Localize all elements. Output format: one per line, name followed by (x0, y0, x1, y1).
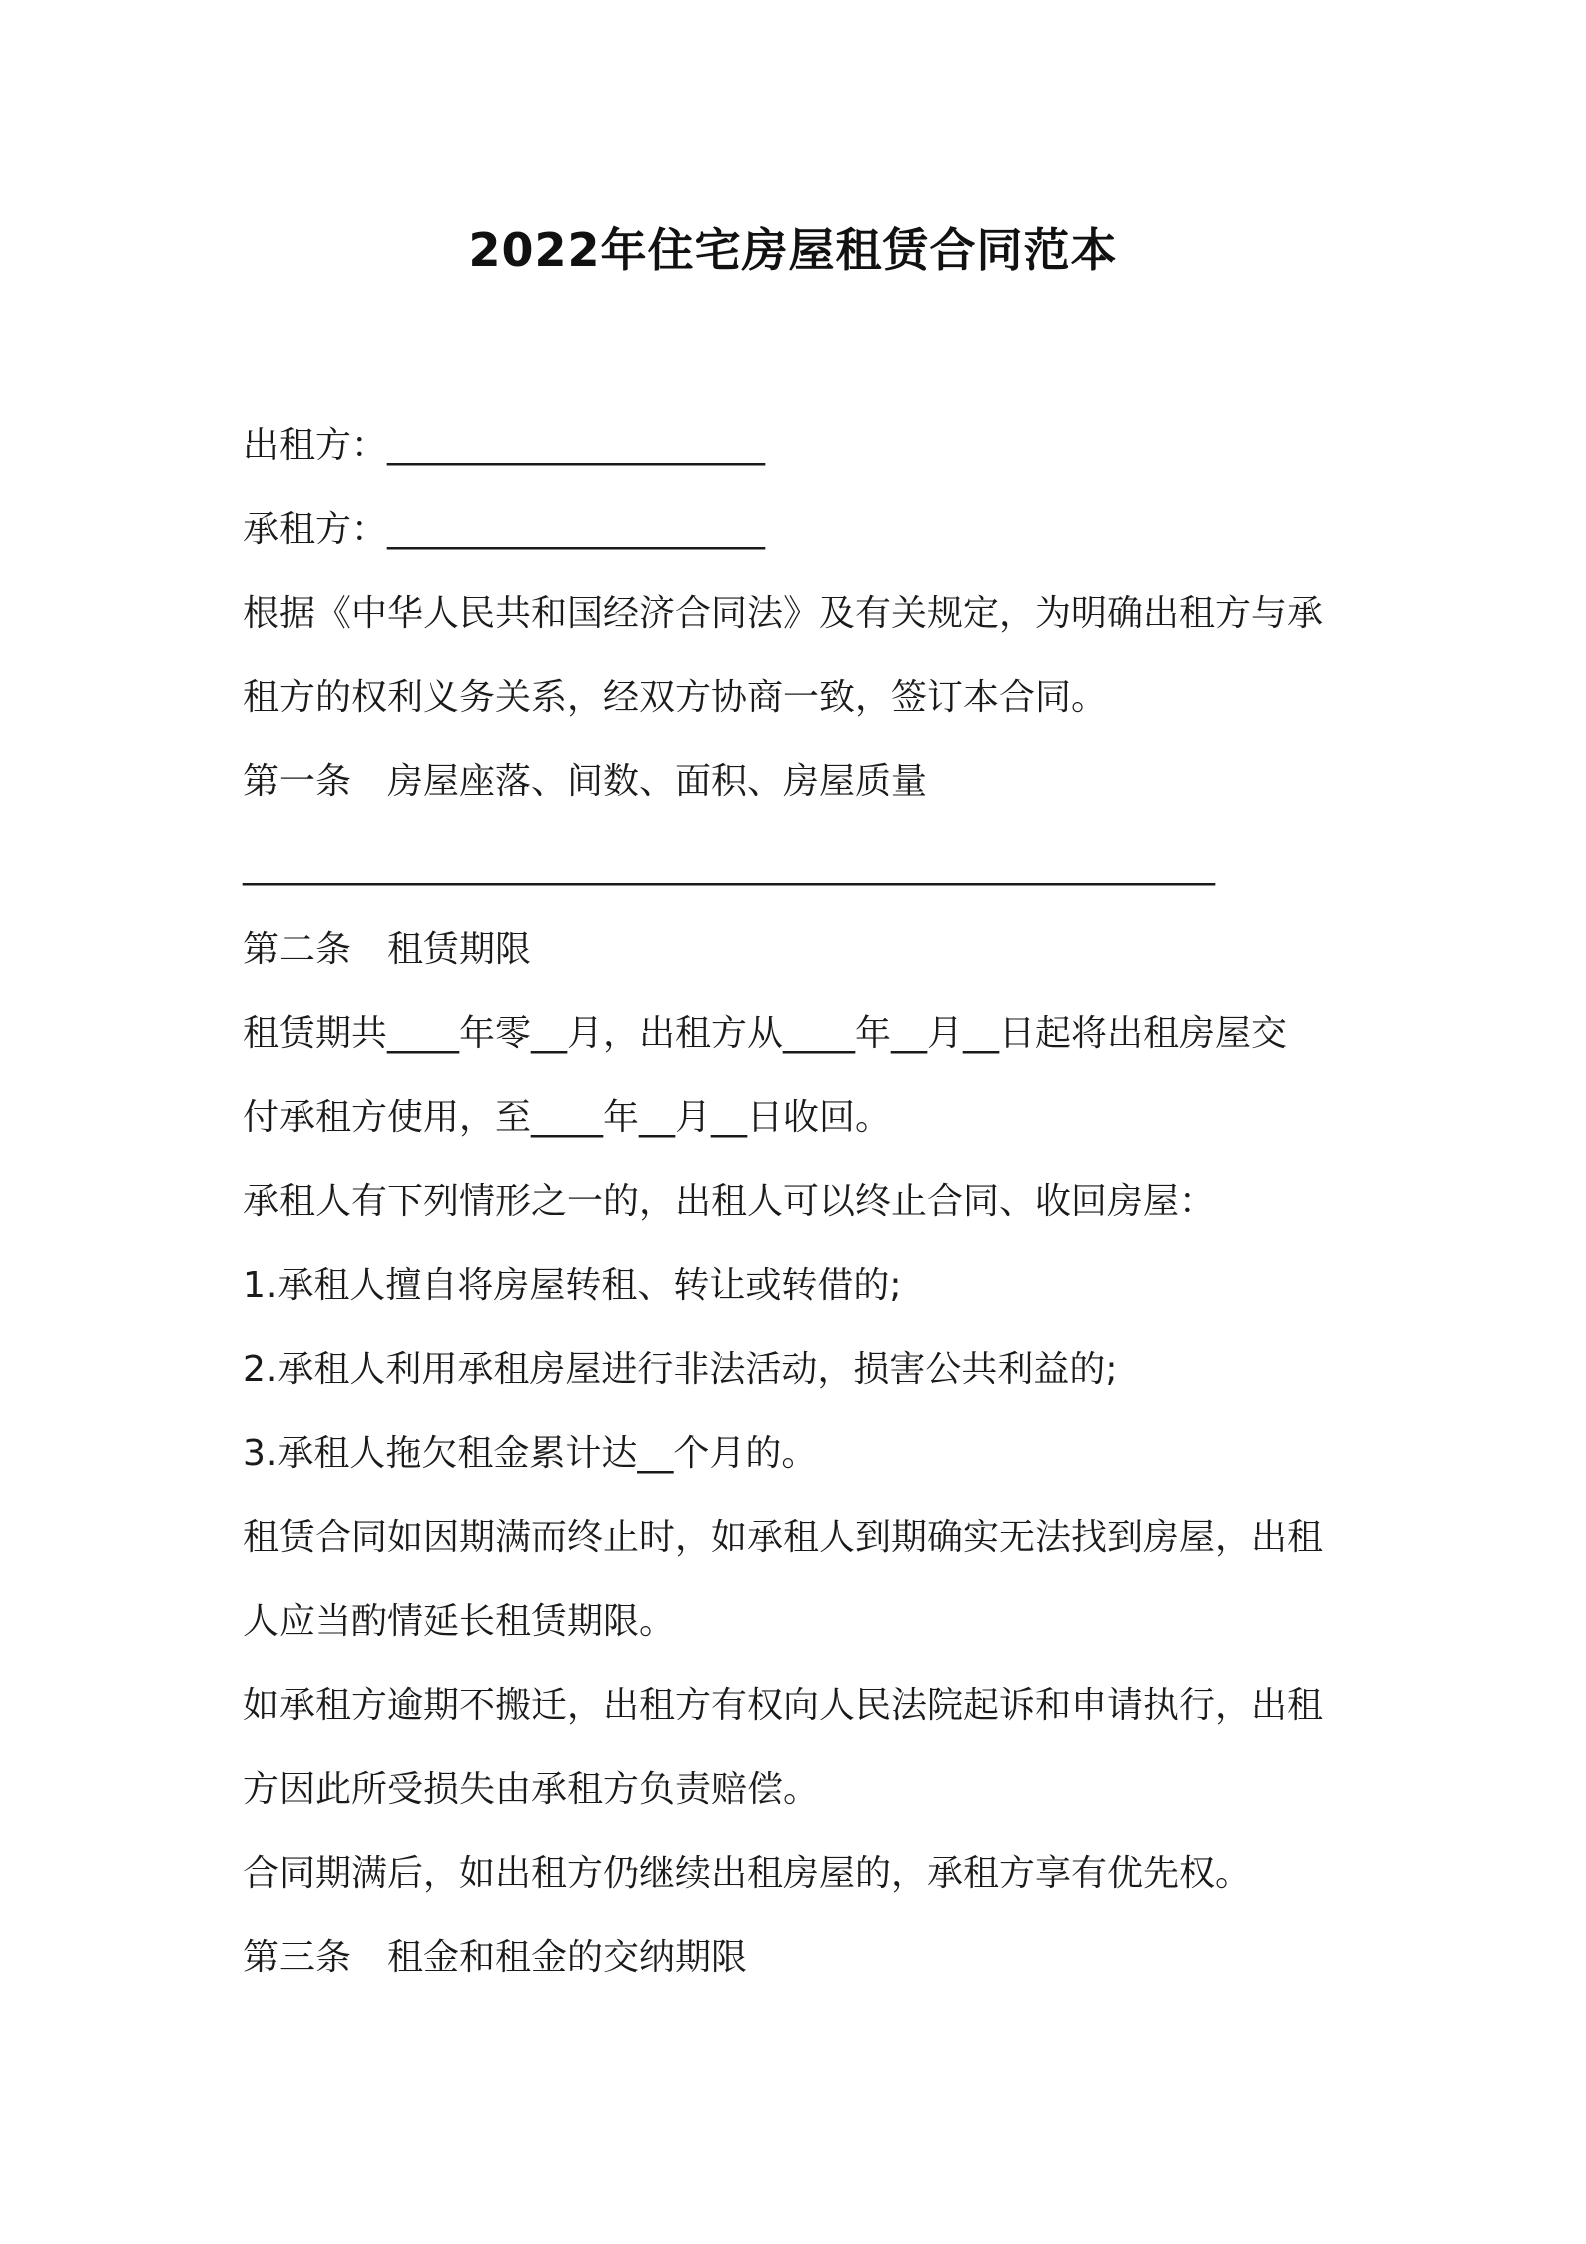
priority-clause: 合同期满后，如出租方仍继续出租房屋的，承租方享有优先权。 (243, 1853, 1252, 1894)
lease-term-line-1: 租赁期共____年零__月，出租方从____年__月__日起将出租房屋交 (243, 1013, 1288, 1054)
expiry-clause-line-1: 租赁合同如因期满而终止时，如承租人到期确实无法找到房屋，出租 (243, 1517, 1324, 1558)
document-body (243, 404, 1363, 2000)
preamble-line-1: 根据《中华人民共和国经济合同法》及有关规定，为明确出租方与承 (243, 593, 1324, 634)
lessor-line: 出租方：_____________________ (243, 425, 766, 466)
article-3-heading: 第三条 租金和租金的交纳期限 (243, 1937, 748, 1978)
document-title: 2022年住宅房屋租赁合同范本 (468, 223, 1118, 277)
termination-intro: 承租人有下列情形之一的，出租人可以终止合同、收回房屋： (243, 1181, 1216, 1222)
article-2-heading: 第二条 租赁期限 (243, 929, 532, 970)
termination-item-2: 2.承租人利用承租房屋进行非法活动，损害公共利益的; (243, 1349, 1118, 1390)
termination-item-3: 3.承租人拖欠租金累计达__个月的。 (243, 1433, 818, 1474)
overdue-clause-line-2: 方因此所受损失由承租方负责赔偿。 (243, 1769, 820, 1810)
preamble-line-2: 租方的权利义务关系，经双方协商一致，签订本合同。 (243, 677, 1108, 718)
article-1-heading: 第一条 房屋座落、间数、面积、房屋质量 (243, 761, 928, 802)
lessee-line: 承租方：_____________________ (243, 509, 766, 550)
termination-item-1: 1.承租人擅自将房屋转租、转让或转借的; (243, 1265, 902, 1306)
article-1-blank-line: ______________________________________________________ (243, 845, 1215, 886)
lease-term-line-2: 付承租方使用，至____年__月__日收回。 (243, 1097, 892, 1138)
expiry-clause-line-2: 人应当酌情延长租赁期限。 (243, 1601, 676, 1642)
overdue-clause-line-1: 如承租方逾期不搬迁，出租方有权向人民法院起诉和申请执行，出租 (243, 1685, 1324, 1726)
